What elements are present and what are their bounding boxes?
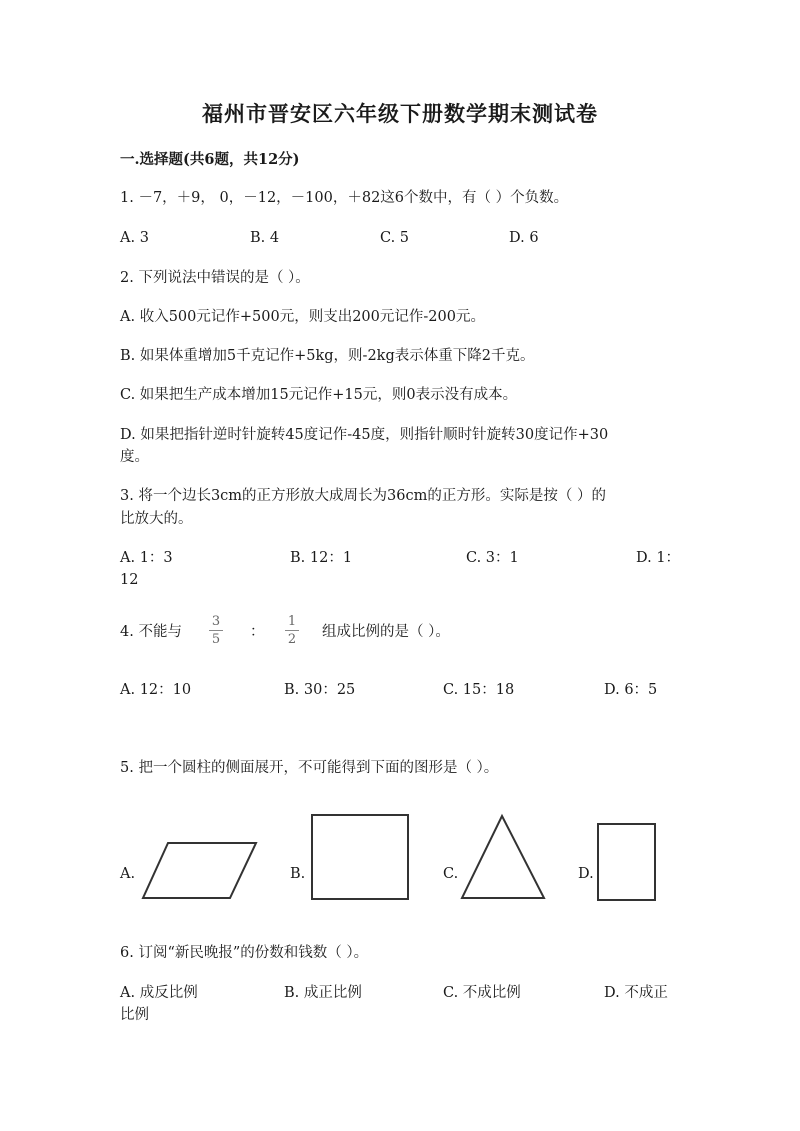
q1-option-d[interactable]: D. 6: [509, 230, 539, 246]
triangle-figure: [458, 812, 548, 902]
q3-option-b[interactable]: B. 12：1: [290, 550, 353, 566]
fraction-one-half: [284, 614, 300, 647]
q3-option-a[interactable]: A. 1：3: [120, 550, 173, 566]
parallelogram-figure: [140, 840, 260, 902]
section-heading: 一.选择题(共6题，共12分): [120, 151, 300, 168]
q4-option-c[interactable]: C. 15：18: [443, 682, 515, 698]
q6-option-c[interactable]: C. 不成比例: [443, 985, 521, 1001]
question-5-stem: 5. 把一个圆柱的侧面展开，不可能得到下面的图形是（ ）。: [120, 760, 499, 776]
q5-option-c[interactable]: C.: [443, 866, 459, 882]
q3-option-c[interactable]: C. 3：1: [466, 550, 519, 566]
square-figure: [310, 813, 412, 901]
question-1-stem: 1. －7，＋9， 0，－12，－100，＋82这6个数中，有（ ）个负数。: [120, 190, 569, 206]
q1-option-a[interactable]: A. 3: [120, 230, 149, 246]
q2-option-d-cont: 度。: [120, 449, 149, 465]
question-6-stem: 6. 订阅“新民晚报”的份数和钱数（ ）。: [120, 945, 369, 961]
q3-option-d[interactable]: D. 1：: [636, 550, 681, 566]
q4-option-d[interactable]: D. 6：5: [604, 682, 658, 698]
q6-option-d-cont: 比例: [120, 1007, 149, 1023]
q2-option-b[interactable]: B. 如果体重增加5千克记作+5kg，则-2kg表示体重下降2千克。: [120, 348, 535, 364]
page-title: 福州市晋安区六年级下册数学期末测试卷: [202, 101, 598, 126]
q5-option-d[interactable]: D.: [578, 866, 594, 882]
question-3-stem: 3. 将一个边长3cm的正方形放大成周长为36cm的正方形。实际是按（ ）的: [120, 488, 606, 504]
q4-option-b[interactable]: B. 30：25: [284, 682, 356, 698]
q3-option-d-cont: 12: [120, 572, 139, 588]
question-4-stem-pre: 4. 不能与: [120, 624, 182, 640]
fraction-three-fifths: [208, 614, 224, 647]
question-4-stem-post: 组成比例的是（ ）。: [322, 624, 450, 640]
fraction-numerator: 1: [287, 614, 297, 629]
fraction-denominator: 5: [211, 632, 221, 647]
fraction-numerator: 3: [211, 614, 221, 629]
question-3-stem-cont: 比放大的。: [120, 511, 193, 527]
q2-option-c[interactable]: C. 如果把生产成本增加15元记作+15元，则0表示没有成本。: [120, 387, 518, 403]
question-2-stem: 2. 下列说法中错误的是（ ）。: [120, 270, 310, 286]
q2-option-a[interactable]: A. 收入500元记作+500元，则支出200元记作-200元。: [120, 309, 485, 325]
fraction-denominator: 2: [287, 632, 297, 647]
ratio-colon: ：: [250, 624, 265, 640]
q2-option-d[interactable]: D. 如果把指针逆时针旋转45度记作-45度，则指针顺时针旋转30度记作+30: [120, 427, 609, 443]
q1-option-b[interactable]: B. 4: [250, 230, 280, 246]
rectangle-figure: [596, 822, 658, 902]
q5-option-a[interactable]: A.: [120, 866, 136, 882]
q6-option-a[interactable]: A. 成反比例: [120, 985, 198, 1001]
q4-option-a[interactable]: A. 12：10: [120, 682, 192, 698]
q6-option-b[interactable]: B. 成正比例: [284, 985, 362, 1001]
q1-option-c[interactable]: C. 5: [380, 230, 410, 246]
q6-option-d[interactable]: D. 不成正: [604, 985, 668, 1001]
q5-option-b[interactable]: B.: [290, 866, 306, 882]
